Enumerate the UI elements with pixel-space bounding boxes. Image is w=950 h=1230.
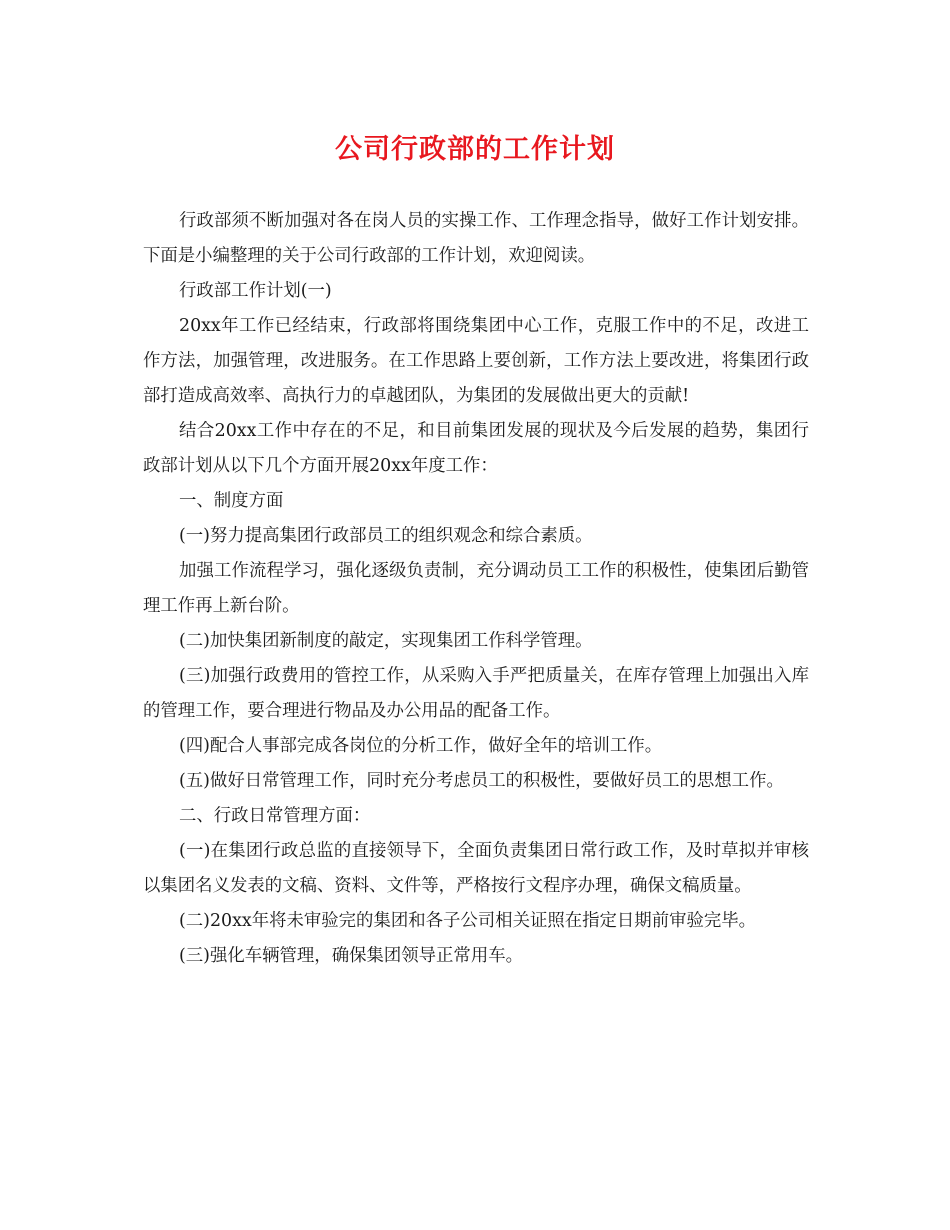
document-body — [143, 204, 809, 974]
paragraph-intro: 行政部须不断加强对各在岗人员的实操工作、工作理念指导，做好工作计划安排。下面是小编整理的关于公司行政部的工作计划，欢迎阅读。 — [143, 211, 809, 266]
paragraph-plan-heading: 行政部工作计划(一) — [179, 281, 332, 301]
list-item-daily-2: (二)20xx年将未审验完的集团和各子公司相关证照在指定日期前审验完毕。 — [179, 911, 757, 931]
paragraph-process-learning: 加强工作流程学习，强化逐级负责制，充分调动员工工作的积极性，使集团后勤管理工作再上新台阶。 — [143, 561, 809, 616]
list-item-daily-3: (三)强化车辆管理，确保集团领导正常用车。 — [179, 946, 523, 966]
paragraph-summary: 20xx年工作已经结束，行政部将围绕集团中心工作，克服工作中的不足，改进工作方法，加强管理，改进服务。在工作思路上要创新，工作方法上要改进，将集团行政部打造成高效率、高执行力的卓越团队，为集团的发展做出更大的贡献! — [143, 316, 809, 406]
list-item-system-5: (五)做好日常管理工作，同时充分考虑员工的积极性，要做好员工的思想工作。 — [179, 771, 784, 791]
document-title: 公司行政部的工作计划 — [335, 134, 615, 165]
list-item-system-2: (二)加快集团新制度的敲定，实现集团工作科学管理。 — [179, 631, 593, 651]
section-heading-daily-management: 二、行政日常管理方面： — [179, 806, 371, 826]
list-item-system-1: (一)努力提高集团行政部员工的组织观念和综合素质。 — [179, 526, 593, 546]
list-item-system-3: (三)加强行政费用的管控工作，从采购入手严把质量关，在库存管理上加强出入库的管理工作，要合理进行物品及办公用品的配备工作。 — [143, 666, 809, 721]
list-item-system-4: (四)配合人事部完成各岗位的分析工作，做好全年的培训工作。 — [179, 736, 663, 756]
section-heading-system: 一、制度方面 — [179, 491, 284, 511]
list-item-daily-1: (一)在集团行政总监的直接领导下，全面负责集团日常行政工作，及时草拟并审核以集团名义发表的文稿、资料、文件等，严格按行文程序办理，确保文稿质量。 — [143, 841, 809, 896]
paragraph-combination: 结合20xx工作中存在的不足，和目前集团发展的现状及今后发展的趋势，集团行政部计划从以下几个方面开展20xx年度工作： — [143, 421, 809, 476]
